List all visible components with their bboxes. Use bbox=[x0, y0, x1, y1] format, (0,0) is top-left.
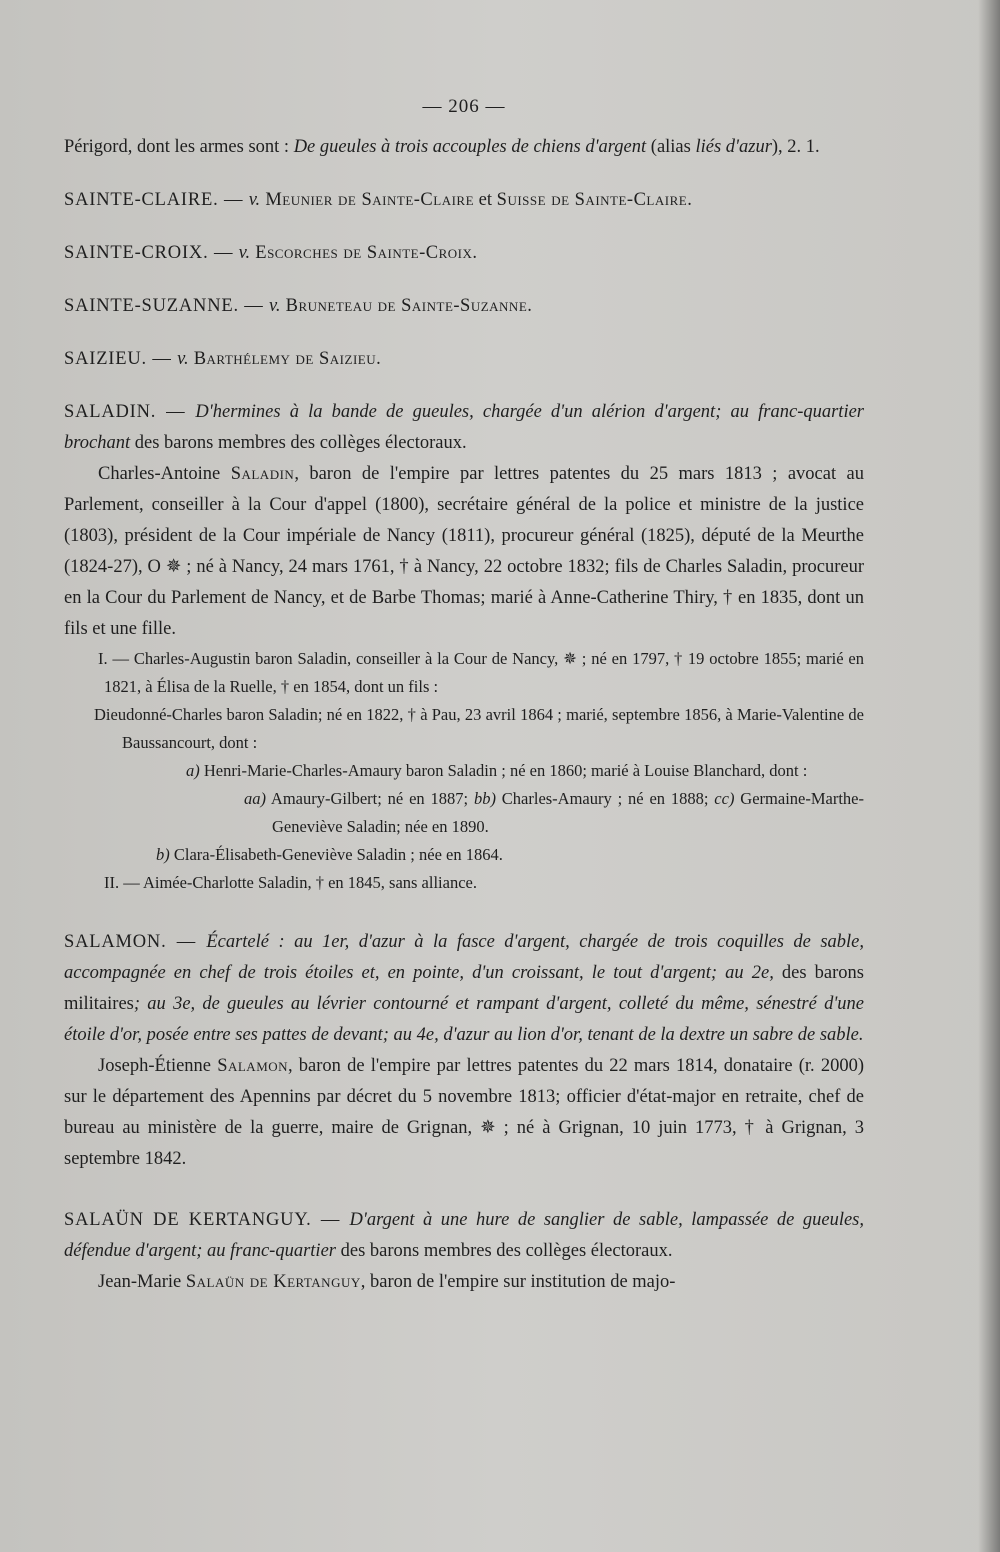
entry-sainte-claire: SAINTE-CLAIRE. — v. Meunier de Sainte-Claire et Suisse de Sainte-Claire. bbox=[64, 190, 693, 210]
salamon-biography: Joseph-Étienne Salamon, baron de l'empire par lettres patentes du 22 mars 1814, donataire (r. 2000) sur le département des Apennins par décret du 5 novembre 1813; officier d'état-major en retraite, chef de bureau au ministère de la guerre, maire de Grignan, ✵ ; né à Grignan, 10 juin 1773, † à Grignan, 3 septembre 1842. bbox=[64, 1056, 864, 1169]
genealogy-item: a) Henri-Marie-Charles-Amaury baron Saladin ; né en 1860; marié à Louise Blanchard, dont : bbox=[186, 761, 808, 780]
page-fold-shadow bbox=[978, 0, 1000, 1552]
entry-sainte-suzanne: SAINTE-SUZANNE. — v. Bruneteau de Sainte-Suzanne. bbox=[64, 296, 533, 316]
genealogy-item: aa) Amaury-Gilbert; né en 1887; bb) Charles-Amaury ; né en 1888; cc) Germaine-Marthe-Geneviève Saladin; née en 1890. bbox=[244, 789, 864, 836]
entry-salaun-arms: SALAÜN DE KERTANGUY. — D'argent à une hure de sanglier de sable, lampassée de gueules, défendue d'argent; au franc-quartier des barons membres des collèges électoraux. bbox=[64, 1210, 865, 1261]
page-content bbox=[64, 96, 864, 1298]
genealogy-item: Dieudonné-Charles baron Saladin; né en 1822, † à Pau, 23 avril 1864 ; marié, septembre 1856, à Marie-Valentine de Baussancourt, dont : bbox=[94, 705, 864, 752]
entry-heading: SAINTE-SUZANNE. — bbox=[64, 296, 270, 316]
entry-saladin-arms: SALADIN. — D'hermines à la bande de gueules, chargée d'un alérion d'argent; au franc-quartier brochant des barons membres des collèges électoraux. bbox=[64, 402, 864, 453]
entry-saizieu: SAIZIEU. — v. Barthélemy de Saizieu. bbox=[64, 349, 382, 369]
entry-heading: SALAÜN DE KERTANGUY. — bbox=[64, 1210, 350, 1230]
entry-salamon-arms: SALAMON. — Écartelé : au 1er, d'azur à la fasce d'argent, chargée de trois coquilles de sable, accompagnée en chef de trois étoiles et, en pointe, d'un croissant, le tout d'argent; au 2e, des barons militaires; au 3e, de gueules au lévrier contourné et rampant d'argent, colleté du même, sénestré d'une étoile d'or, posée entre ses pattes de devant; au 4e, d'azur au lion d'or, tenant de la dextre un sabre de sable. bbox=[64, 932, 865, 1045]
intro-paragraph: Périgord, dont les armes sont : De gueules à trois accouples de chiens d'argent (alias liés d'azur), 2. 1. bbox=[64, 137, 820, 157]
entry-heading: SALAMON. — bbox=[64, 932, 207, 952]
saladin-biography: Charles-Antoine Saladin, baron de l'empire par lettres patentes du 25 mars 1813 ; avocat au Parlement, conseiller à la Cour d'appel (1800), secrétaire général de la police et ministre de la justice (1803), président de la Cour impériale de Nancy (1811), procureur général (1825), député de la Meurthe (1824-27), O ✵ ; né à Nancy, 24 mars 1761, † à Nancy, 22 octobre 1832; fils de Charles Saladin, procureur en la Cour du Parlement de Nancy, et de Barbe Thomas; marié à Anne-Catherine Thiry, † en 1835, dont un fils et une fille. bbox=[64, 464, 864, 639]
entry-heading: SALADIN. — bbox=[64, 402, 196, 422]
entry-heading: SAIZIEU. — bbox=[64, 349, 178, 369]
page-number: — 206 — bbox=[422, 96, 506, 117]
genealogy-item: II. — Aimée-Charlotte Saladin, † en 1845, sans alliance. bbox=[104, 873, 477, 892]
entry-heading: SAINTE-CLAIRE. — bbox=[64, 190, 249, 210]
genealogy-item: I. — Charles-Augustin baron Saladin, conseiller à la Cour de Nancy, ✵ ; né en 1797, † 19 octobre 1855; marié en 1821, à Élisa de la Ruelle, † en 1854, dont un fils : bbox=[98, 649, 864, 696]
entry-heading: SAINTE-CROIX. — bbox=[64, 243, 239, 263]
entry-sainte-croix: SAINTE-CROIX. — v. Escorches de Sainte-Croix. bbox=[64, 243, 478, 263]
genealogy-item: b) Clara-Élisabeth-Geneviève Saladin ; née en 1864. bbox=[156, 845, 503, 864]
salaun-biography: Jean-Marie Salaün de Kertanguy, baron de l'empire sur institution de majo- bbox=[98, 1272, 676, 1292]
